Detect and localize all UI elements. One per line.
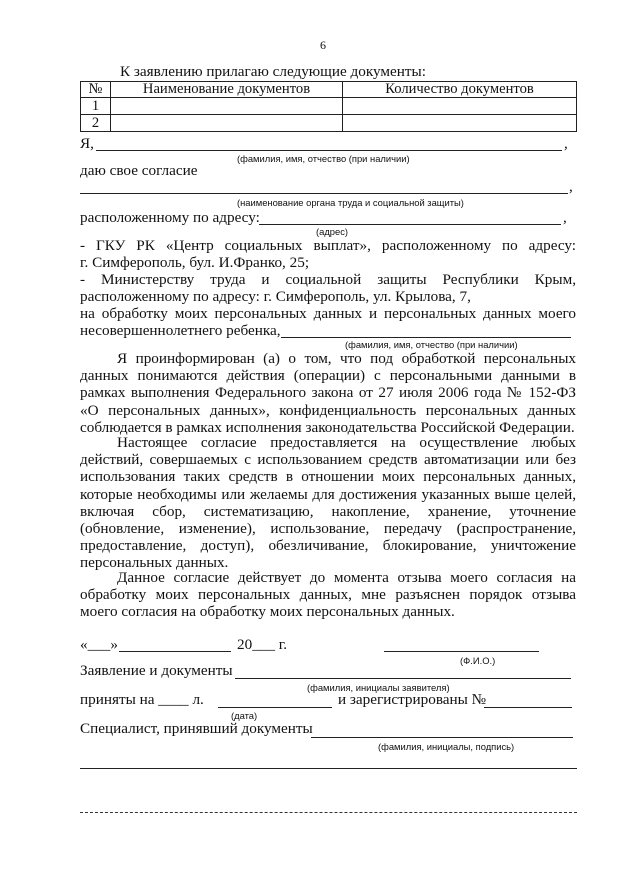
registration-number-field[interactable] [484, 707, 572, 708]
table-header-row [81, 82, 577, 98]
processing-line-2: несовершеннолетнего ребенка, [80, 322, 281, 339]
address-label: расположенному по адресу: [80, 209, 260, 226]
accepted-date-field[interactable] [218, 707, 332, 708]
ya-label: Я, [80, 135, 94, 152]
divider-line [80, 768, 577, 769]
paragraph-informed: Я проинформирован (а) о том, что под обработкой персональных данных понимаются действия (операции) с персональными данными в рамках выполнения Федерального закона от 27 июля 2006 года № 152-ФЗ «О персональных данных», конфиденциальность персональных данных соблюдается в рамках исполнения законодательства Российской Федерации. [80, 350, 576, 436]
organ-address-field[interactable] [259, 224, 561, 225]
row-number: 2 [81, 115, 111, 132]
col-number-header: № [81, 82, 111, 98]
consent-line: даю свое согласие [80, 162, 198, 179]
gku-line-2: г. Симферополь, бул. И.Франко, 25; [80, 254, 310, 271]
fio-signature-field[interactable] [384, 651, 539, 652]
ministry-line-1: - Министерству труда и социальной защиты Республики Крым, [80, 271, 576, 288]
date-month-field[interactable] [119, 651, 231, 652]
child-fio-field[interactable] [281, 337, 571, 338]
ministry-line-2: расположенному по адресу: г. Симферополь, ул. Крылова, 7, [80, 288, 471, 305]
attachments-intro: К заявлению прилагаю следующие документы: [120, 63, 426, 80]
applicant-fio-field[interactable] [96, 150, 562, 151]
specialist-field[interactable] [311, 737, 573, 738]
accepted-sheets: приняты на ____ л. [80, 691, 204, 708]
document-name-cell[interactable] [111, 115, 343, 132]
organ-name-field[interactable] [80, 193, 568, 194]
document-count-cell[interactable] [343, 115, 577, 132]
comma: , [564, 135, 568, 152]
date-year: 20___ г. [237, 636, 288, 653]
col-count-header: Количество документов [343, 82, 577, 98]
row-number: 1 [81, 98, 111, 115]
hint-fio-short: (Ф.И.О.) [460, 655, 496, 666]
registered-label: и зарегистрированы № [338, 691, 487, 708]
hint-organ: (наименование органа труда и социальной защиты) [237, 197, 464, 208]
hint-applicant: (фамилия, инициалы заявителя) [307, 682, 450, 693]
hint-specialist: (фамилия, инициалы, подпись) [378, 741, 515, 752]
table-row [81, 115, 577, 132]
docs-label: Заявление и документы [80, 662, 233, 679]
processing-line-1: на обработку моих персональных данных и персональных данных моего [80, 305, 576, 322]
cut-line [80, 812, 577, 813]
table-row [81, 98, 577, 115]
hint-date: (дата) [231, 710, 258, 721]
col-name-header: Наименование документов [111, 82, 343, 98]
comma: , [569, 178, 573, 195]
gku-line-1: - ГКУ РК «Центр социальных выплат», расположенному по адресу: [80, 237, 576, 254]
applicant-name-field[interactable] [235, 678, 571, 679]
document-count-cell[interactable] [343, 98, 577, 115]
hint-child-fio: (фамилия, имя, отчество (при наличии) [345, 339, 518, 350]
date-day-field[interactable]: «___» [80, 636, 118, 653]
hint-address: (адрес) [316, 226, 349, 237]
specialist-label: Специалист, принявший документы [80, 720, 313, 737]
comma: , [563, 209, 567, 226]
document-name-cell[interactable] [111, 98, 343, 115]
hint-fio: (фамилия, имя, отчество (при наличии) [237, 153, 410, 164]
paragraph-validity: Данное согласие действует до момента отзыва моего согласия на обработку моих персональных данных, мне разъяснен порядок отзыва моего согласия на обработку моих персональных данных. [80, 569, 576, 621]
documents-table [80, 81, 577, 132]
paragraph-consent-scope: Настоящее согласие предоставляется на осуществление любых действий, совершаемых с использованием средств автоматизации или без использования таких средств в отношении моих персональных данных, которые необходимы или желаемы для достижения указанных выше целей, включая сбор, систематизацию, накопление, хранение, уточнение (обновление, изменение), использование, передачу (распространение, предоставление, доступ), обезличивание, блокирование, уничтожение персональных данных. [80, 434, 576, 572]
page-number: 6 [320, 38, 326, 52]
